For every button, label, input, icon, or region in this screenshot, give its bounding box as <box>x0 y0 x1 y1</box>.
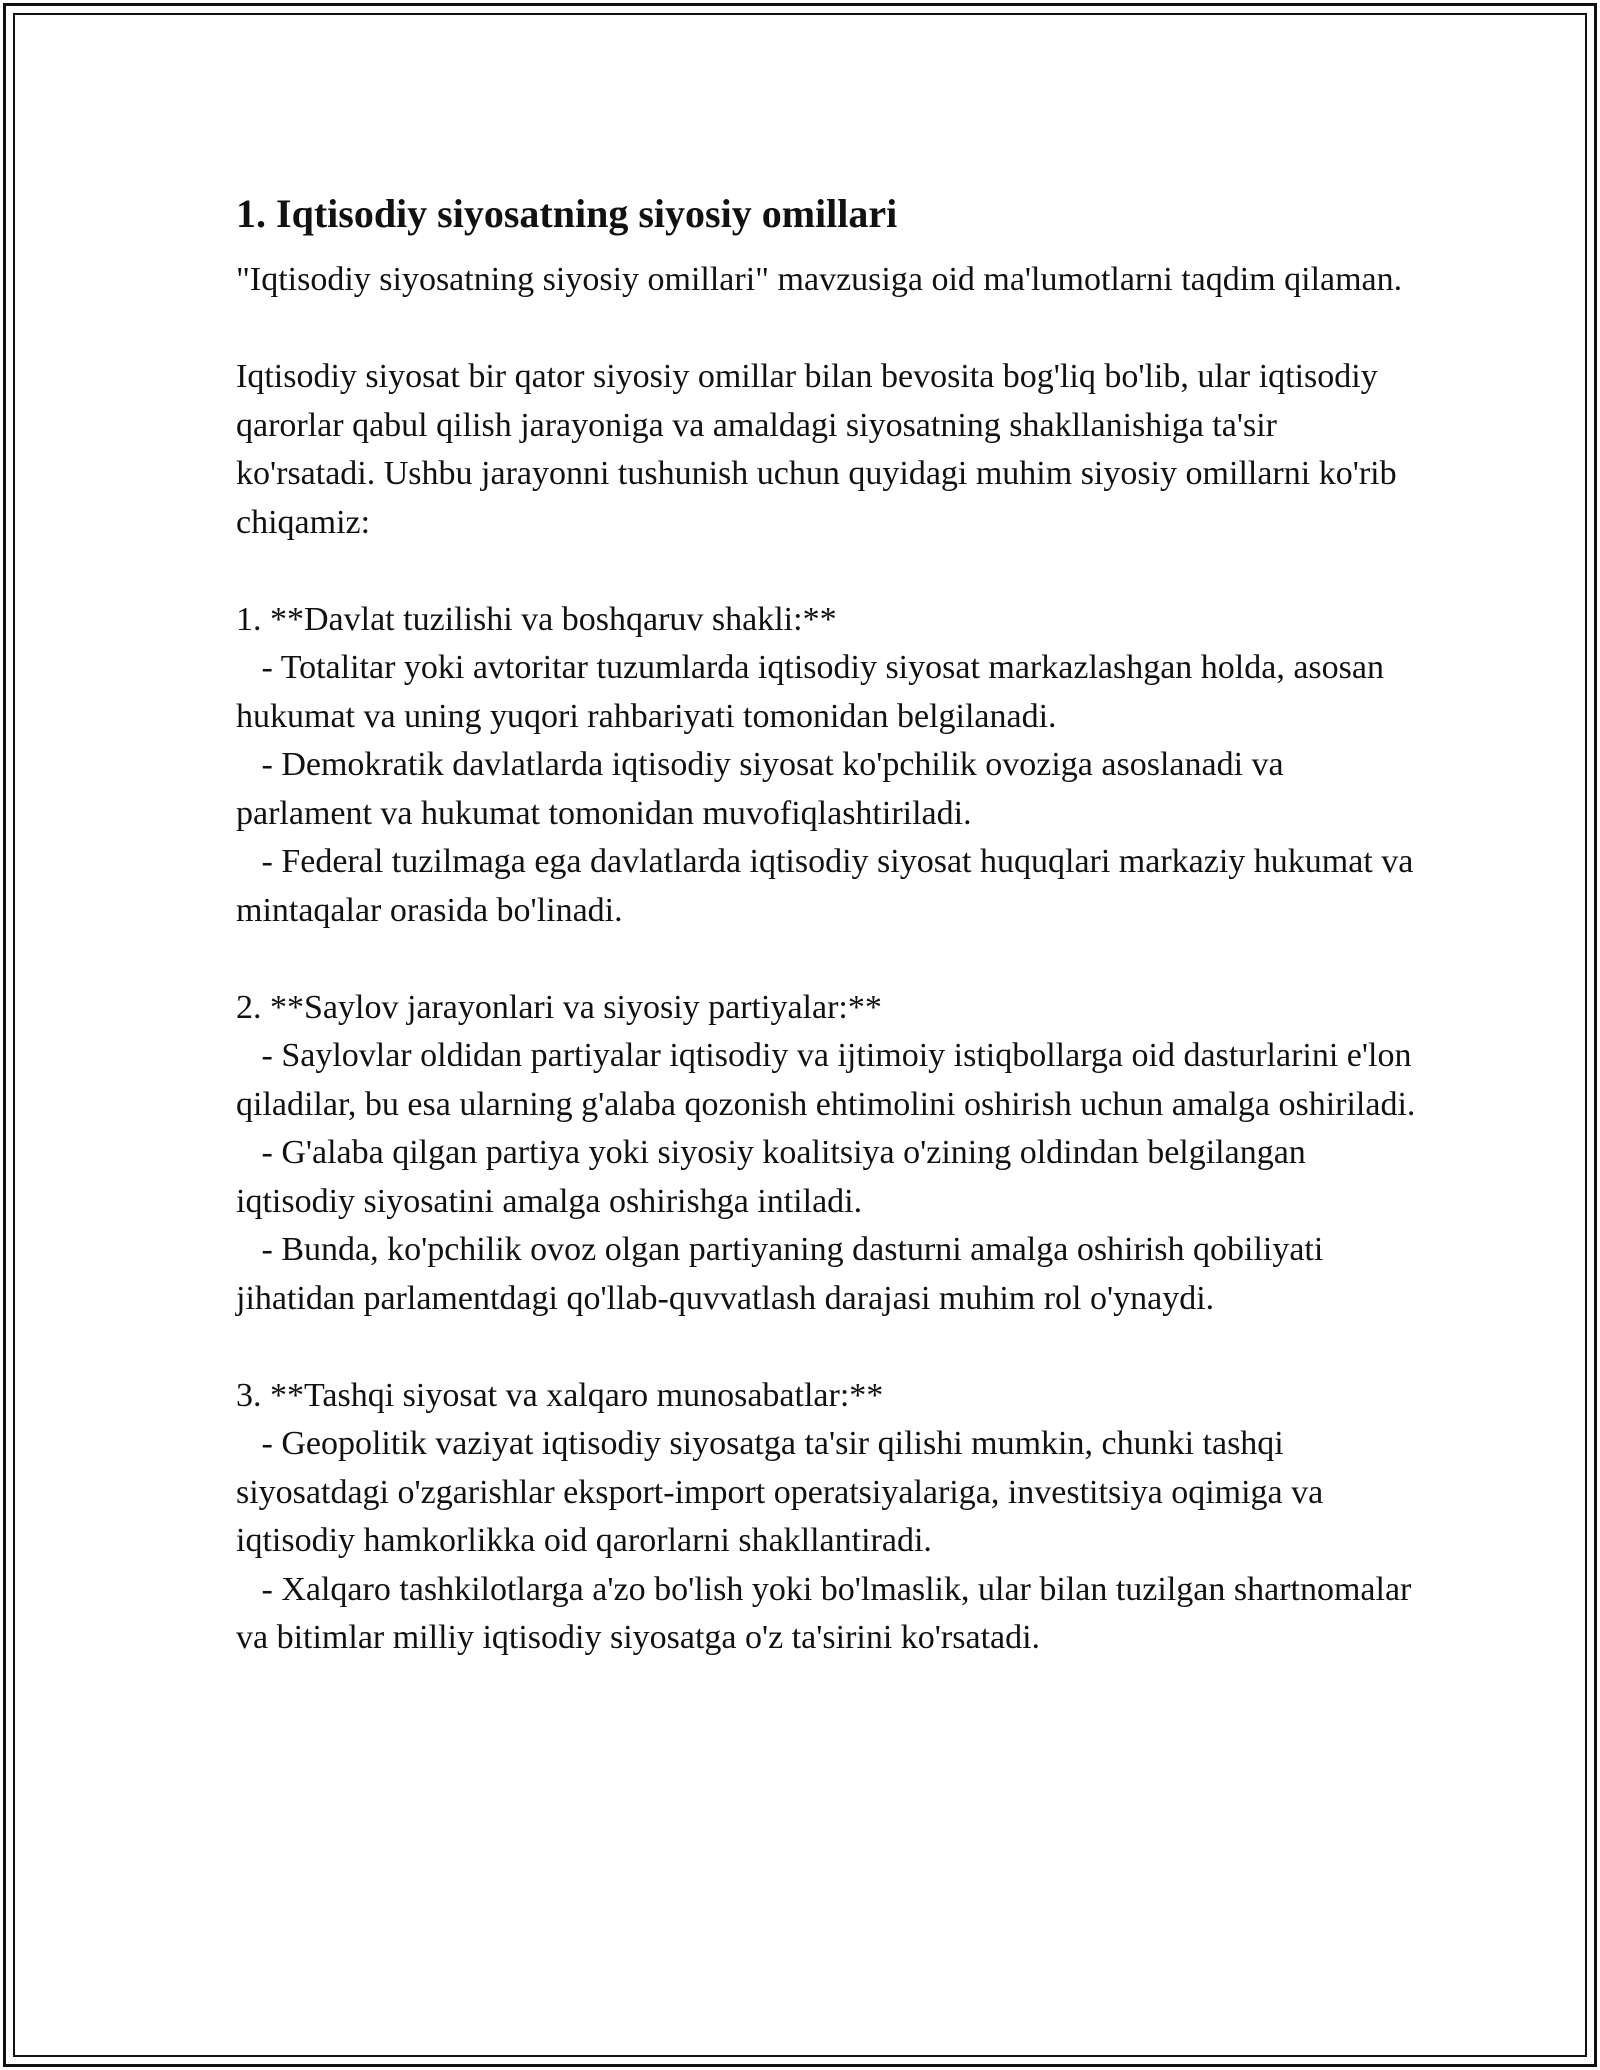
lead-paragraph: Iqtisodiy siyosat bir qator siyosiy omillar bilan bevosita bog'liq bo'lib, ular iqtisodiy qarorlar qabul qilish jarayoniga va amaldagi siyosatning shakllanishiga ta'sir ko'rsatadi. Ushbu jarayonni tushunish uchun quyidagi muhim siyosiy omillarni ko'rib chiqamiz: <box>236 358 1406 541</box>
section-heading: 2. **Saylov jarayonlari va siyosiy partiyalar:** <box>236 988 882 1026</box>
bullet-item: - Bunda, ko'pchilik ovoz olgan partiyaning dasturni amalga oshirish qobiliyati jihatidan parlamentdagi qo'llab-quvvatlash darajasi muhim rol o'ynaydi. <box>236 1231 1332 1317</box>
section-state-structure <box>236 596 1422 936</box>
document-body <box>236 190 1422 1663</box>
paragraph-gap <box>236 935 1416 984</box>
intro-paragraph: "Iqtisodiy siyosatning siyosiy omillari" mavzusiga oid ma'lumotlarni taqdim qilaman. <box>236 261 1403 298</box>
bullet-item: - G'alaba qilgan partiya yoki siyosiy koalitsiya o'zining oldindan belgilangan iqtisodiy siyosatini amalga oshirishga intiladi. <box>236 1134 1315 1220</box>
bullet-item: - Saylovlar oldidan partiyalar iqtisodiy va ijtimoiy istiqbollarga oid dasturlarini e'lon qiladilar, bu esa ularning g'alaba qozonish ehtimolini oshirish uchun amalga oshiriladi. <box>236 1037 1420 1123</box>
paragraph-gap <box>236 1323 1416 1372</box>
paragraph-gap <box>236 547 1416 596</box>
bullet-item: - Federal tuzilmaga ega davlatlarda iqtisodiy siyosat huquqlari markaziy hukumat va mintaqalar orasida bo'linadi. <box>236 843 1422 929</box>
bullet-item: - Xalqaro tashkilotlarga a'zo bo'lish yoki bo'lmaslik, ular bilan tuzilgan shartnomalar va bitimlar milliy iqtisodiy siyosatga o'z ta'sirini ko'rsatadi. <box>236 1570 1420 1656</box>
section-foreign-policy <box>236 1372 1420 1663</box>
section-elections-parties <box>236 984 1420 1324</box>
section-heading: 1. **Davlat tuzilishi va boshqaruv shakli:** <box>236 600 837 638</box>
bullet-item: - Geopolitik vaziyat iqtisodiy siyosatga ta'sir qilishi mumkin, chunki tashqi siyosatdagi o'zgarishlar eksport-import operatsiyalariga, investitsiya oqimiga va iqtisodiy hamkorlikka oid qarorlarni shakllantiradi. <box>236 1425 1332 1559</box>
bullet-item: - Demokratik davlatlarda iqtisodiy siyosat ko'pchilik ovoziga asoslanadi va parlament va hukumat tomonidan muvofiqlashtiriladi. <box>236 746 1293 832</box>
paragraph-gap <box>236 305 1416 354</box>
section-heading: 3. **Tashqi siyosat va xalqaro munosabatlar:** <box>236 1376 884 1414</box>
document-title: 1. Iqtisodiy siyosatning siyosiy omillari <box>236 191 898 236</box>
bullet-item: - Totalitar yoki avtoritar tuzumlarda iqtisodiy siyosat markazlashgan holda, asosan hukumat va uning yuqori rahbariyati tomonidan belgilanadi. <box>236 649 1393 735</box>
